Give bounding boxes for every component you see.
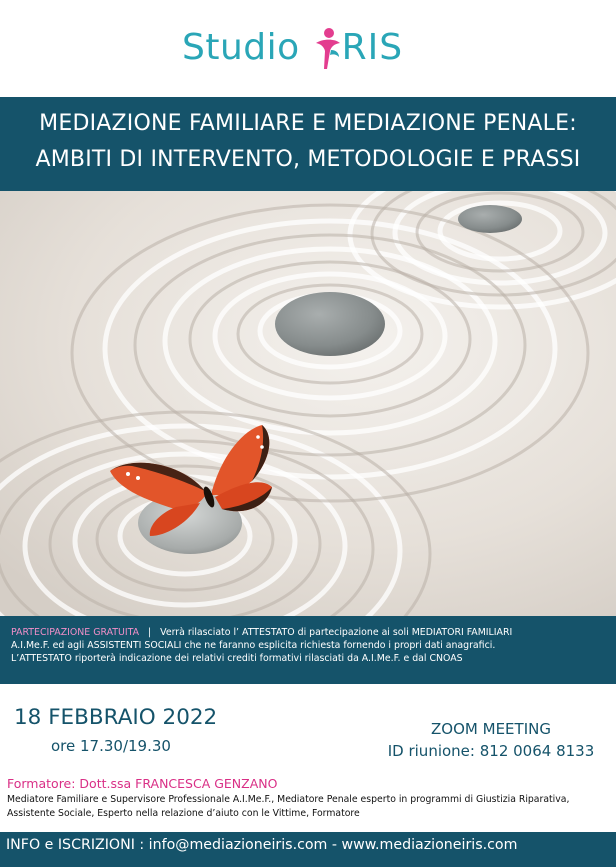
info-line-3: L’ATTESTATO riporterà indicazione dei relativi crediti formativi rilasciati da A.I.Me.F. e dal CNOAS — [11, 653, 463, 664]
zoom-meeting-id: ID riunione: 812 0064 8133 — [387, 742, 595, 760]
event-date: 18 FEBBRAIO 2022 — [14, 705, 218, 730]
info-line-1 — [11, 626, 616, 639]
iris-figure-icon — [312, 26, 342, 70]
title-band — [0, 97, 616, 191]
studio-iris-logo — [0, 26, 616, 76]
title-line-2: AMBITI DI INTERVENTO, METODOLOGIE E PRASSI — [35, 147, 581, 172]
trainer-name: Formatore: Dott.ssa FRANCESCA GENZANO — [7, 776, 278, 791]
info-separator: | — [148, 627, 152, 638]
logo-studio-text: Studio — [182, 27, 300, 68]
contact-footer: INFO e ISCRIZIONI : info@mediazioneiris.com - www.mediazioneiris.com — [0, 832, 616, 867]
info-line-2: A.I.Me.F. ed agli ASSISTENTI SOCIALI che ne faranno esplicita richiesta fornendo i propri dati anagrafici. — [11, 640, 496, 651]
trainer-description: Mediatore Familiare e Supervisore Professionale A.I.Me.F., Mediatore Penale esperto in programmi di Giustizia Riparativa, Assistente Sociale, Esperto nella relazione d’aiuto con le Vittime, Formatore — [7, 794, 570, 819]
center-stone — [275, 292, 385, 356]
info-line-1-text: Verrà rilasciato l’ ATTESTATO di partecipazione ai soli MEDIATORI FAMILIARI — [160, 627, 513, 638]
event-time: ore 17.30/19.30 — [51, 737, 171, 755]
far-stone — [458, 205, 522, 233]
title-line-1: MEDIAZIONE FAMILIARE E MEDIAZIONE PENALE: — [39, 111, 577, 136]
certificate-info-band — [0, 616, 616, 684]
zen-sand-garden-butterfly-image — [0, 191, 616, 616]
zoom-meeting-label: ZOOM MEETING — [431, 720, 551, 738]
logo-ris-text: RIS — [341, 27, 404, 68]
free-participation-label: PARTECIPAZIONE GRATUITA — [11, 627, 140, 638]
